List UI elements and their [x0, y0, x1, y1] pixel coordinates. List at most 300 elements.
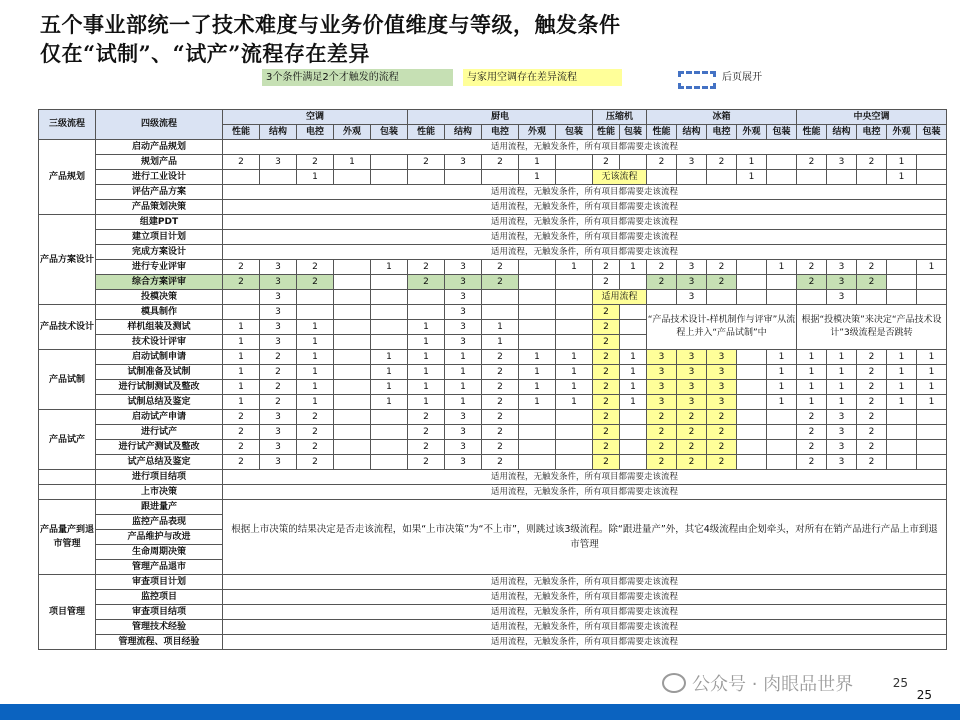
value-cell: 2 [593, 260, 620, 275]
value-cell: 2 [482, 275, 519, 290]
value-cell: 3 [677, 290, 707, 305]
value-cell [737, 425, 767, 440]
value-cell: 3 [260, 440, 297, 455]
value-cell [797, 170, 827, 185]
header-l4: 四级流程 [96, 110, 223, 140]
group-label: 项目管理 [39, 575, 96, 650]
value-cell: 2 [797, 275, 827, 290]
value-cell [519, 290, 556, 305]
table-row [39, 455, 947, 470]
common-flow-cell: 适用流程，无触发条件，所有项目都需要走该流程 [223, 470, 947, 485]
value-cell [371, 305, 408, 320]
value-cell [519, 455, 556, 470]
value-cell: 2 [260, 365, 297, 380]
value-cell: 2 [707, 275, 737, 290]
value-cell: 2 [857, 410, 887, 425]
value-cell: 2 [593, 155, 620, 170]
value-cell: 2 [593, 275, 620, 290]
table-row [39, 440, 947, 455]
dim-cell: 性能 [408, 125, 445, 140]
watermark [662, 670, 853, 696]
value-cell: 1 [371, 395, 408, 410]
wechat-icon [662, 673, 686, 693]
value-cell: 2 [223, 440, 260, 455]
value-cell: 1 [887, 380, 917, 395]
value-cell: 1 [445, 395, 482, 410]
value-cell: 1 [797, 380, 827, 395]
value-cell: 2 [482, 155, 519, 170]
value-cell: 1 [887, 395, 917, 410]
value-cell: 3 [445, 275, 482, 290]
value-cell [371, 290, 408, 305]
value-cell: 1 [620, 260, 647, 275]
row-label: 进行试产测试及整改 [96, 440, 223, 455]
value-cell: 2 [797, 410, 827, 425]
dim-cell: 性能 [797, 125, 827, 140]
value-cell [334, 275, 371, 290]
table-row [39, 200, 947, 215]
dim-cell: 包装 [620, 125, 647, 140]
value-cell: 1 [223, 320, 260, 335]
value-cell: 1 [556, 365, 593, 380]
row-label: 评估产品方案 [96, 185, 223, 200]
value-cell [519, 335, 556, 350]
value-cell: 3 [827, 455, 857, 470]
value-cell [408, 290, 445, 305]
value-cell: 3 [827, 260, 857, 275]
value-cell: 3 [707, 380, 737, 395]
value-cell: 2 [482, 395, 519, 410]
value-cell: 1 [917, 260, 947, 275]
value-cell [620, 155, 647, 170]
value-cell: 1 [797, 365, 827, 380]
value-cell: 2 [707, 440, 737, 455]
value-cell: 1 [556, 395, 593, 410]
value-cell: 1 [445, 365, 482, 380]
value-cell [827, 170, 857, 185]
value-cell [371, 335, 408, 350]
table-row [39, 275, 947, 290]
value-cell: 3 [260, 275, 297, 290]
value-cell: 1 [917, 395, 947, 410]
value-cell: 1 [917, 365, 947, 380]
value-cell: 2 [297, 410, 334, 425]
value-cell [737, 260, 767, 275]
value-cell [223, 170, 260, 185]
value-cell [767, 440, 797, 455]
row-label: 管理技术经验 [96, 620, 223, 635]
table-row [39, 425, 947, 440]
value-cell: 2 [707, 455, 737, 470]
value-cell: 3 [445, 305, 482, 320]
value-cell [223, 290, 260, 305]
value-cell: 1 [297, 350, 334, 365]
value-cell: 3 [445, 320, 482, 335]
common-flow-cell: 适用流程，无触发条件，所有项目都需要走该流程 [223, 140, 947, 155]
value-cell [556, 275, 593, 290]
value-cell: 1 [797, 350, 827, 365]
dim-cell: 电控 [707, 125, 737, 140]
common-flow-cell: 适用流程，无触发条件，所有项目都需要走该流程 [223, 245, 947, 260]
value-cell [887, 440, 917, 455]
value-cell: 2 [297, 155, 334, 170]
table-row [39, 230, 947, 245]
table-row [39, 215, 947, 230]
value-cell: 1 [519, 395, 556, 410]
value-cell: 1 [767, 380, 797, 395]
value-cell: 2 [260, 380, 297, 395]
value-cell [556, 410, 593, 425]
value-cell: 3 [260, 425, 297, 440]
value-cell: 2 [593, 320, 620, 335]
value-cell [556, 305, 593, 320]
value-cell: 3 [707, 395, 737, 410]
value-cell: 1 [767, 260, 797, 275]
value-cell: 2 [223, 260, 260, 275]
row-label: 监控产品表现 [96, 515, 223, 530]
table-row [39, 605, 947, 620]
dim-cell: 性能 [593, 125, 620, 140]
table-row [39, 245, 947, 260]
value-cell: 2 [593, 335, 620, 350]
value-cell: 3 [677, 350, 707, 365]
row-label: 进行工业设计 [96, 170, 223, 185]
value-cell: 2 [482, 440, 519, 455]
value-cell: 2 [482, 380, 519, 395]
value-cell: 1 [482, 335, 519, 350]
value-cell [519, 440, 556, 455]
note-market: 根据上市决策的结果决定是否走该流程，如果“上市决策”为“不上市”，则跳过该3级流程。除“跟进量产”外，其它4级流程由企划牵头，对所有在销产品进行产品上市到退市管理 [223, 500, 947, 575]
value-cell [223, 305, 260, 320]
table-row [39, 305, 947, 320]
value-cell: 1 [887, 155, 917, 170]
value-cell: 1 [223, 380, 260, 395]
value-cell [297, 305, 334, 320]
value-cell [556, 335, 593, 350]
value-cell: 1 [737, 155, 767, 170]
value-cell: 2 [647, 410, 677, 425]
value-cell: 2 [857, 380, 887, 395]
table-row [39, 485, 947, 500]
value-cell: 1 [371, 365, 408, 380]
value-cell [519, 260, 556, 275]
value-cell [334, 365, 371, 380]
value-cell [677, 170, 707, 185]
dim-cell: 外观 [737, 125, 767, 140]
table-row [39, 140, 947, 155]
value-cell [334, 455, 371, 470]
value-cell: 2 [707, 260, 737, 275]
title-line-2: 仅在“试制”、“试产”流程存在差异 [40, 41, 370, 66]
value-cell: 2 [857, 155, 887, 170]
value-cell: 2 [482, 425, 519, 440]
value-cell: 1 [223, 350, 260, 365]
value-cell: 2 [797, 425, 827, 440]
footer-bar [0, 704, 960, 720]
value-cell: 2 [647, 155, 677, 170]
value-cell [556, 155, 593, 170]
value-cell: 2 [707, 410, 737, 425]
value-cell: 1 [519, 350, 556, 365]
value-cell: 2 [677, 410, 707, 425]
value-cell [767, 155, 797, 170]
value-cell [917, 275, 947, 290]
value-cell: 1 [556, 380, 593, 395]
value-cell: 3 [445, 335, 482, 350]
value-cell: 1 [620, 380, 647, 395]
value-cell: 2 [593, 440, 620, 455]
value-cell: 1 [620, 350, 647, 365]
value-cell: 1 [620, 365, 647, 380]
value-cell [371, 440, 408, 455]
value-cell: 1 [482, 320, 519, 335]
value-cell: 2 [408, 410, 445, 425]
value-cell [39, 485, 96, 500]
value-cell [620, 455, 647, 470]
value-cell: 3 [677, 275, 707, 290]
value-cell: 3 [260, 335, 297, 350]
value-cell: 3 [827, 155, 857, 170]
value-cell: 1 [887, 350, 917, 365]
value-cell: 1 [519, 365, 556, 380]
header-dept-compressor: 压缩机 [593, 110, 647, 125]
value-cell: 3 [260, 155, 297, 170]
row-label: 管理产品退市 [96, 560, 223, 575]
value-cell [371, 320, 408, 335]
value-cell [620, 335, 647, 350]
value-cell [334, 170, 371, 185]
table-row [39, 380, 947, 395]
value-cell: 2 [408, 155, 445, 170]
row-label: 启动试产申请 [96, 410, 223, 425]
value-cell: 2 [297, 455, 334, 470]
value-cell: 3 [260, 290, 297, 305]
group-label: 产品试产 [39, 410, 96, 470]
row-label: 技术设计评审 [96, 335, 223, 350]
value-cell: 2 [408, 260, 445, 275]
value-cell: 2 [482, 260, 519, 275]
common-flow-cell: 适用流程，无触发条件，所有项目都需要走该流程 [223, 230, 947, 245]
value-cell: 2 [297, 425, 334, 440]
value-cell [371, 170, 408, 185]
row-label: 跟进量产 [96, 500, 223, 515]
value-cell: 3 [445, 455, 482, 470]
value-cell: 3 [260, 455, 297, 470]
header-row-1 [39, 110, 947, 125]
value-cell: 2 [857, 455, 887, 470]
table-row [39, 365, 947, 380]
value-cell: 1 [371, 260, 408, 275]
table-row [39, 410, 947, 425]
row-label: 试制准备及试制 [96, 365, 223, 380]
table-row [39, 350, 947, 365]
value-cell: 2 [647, 455, 677, 470]
value-cell: 2 [593, 350, 620, 365]
value-cell: 2 [482, 455, 519, 470]
group-label: 产品试制 [39, 350, 96, 410]
value-cell [707, 290, 737, 305]
value-cell [297, 290, 334, 305]
value-cell: 1 [297, 395, 334, 410]
dim-cell: 包装 [371, 125, 408, 140]
value-cell: 3 [445, 260, 482, 275]
value-cell [620, 440, 647, 455]
dim-cell: 结构 [677, 125, 707, 140]
value-cell: 1 [827, 395, 857, 410]
common-flow-cell: 适用流程，无触发条件，所有项目都需要走该流程 [223, 605, 947, 620]
value-cell: 2 [677, 425, 707, 440]
value-cell: 2 [482, 350, 519, 365]
no-flow-cell: 无该流程 [593, 170, 647, 185]
value-cell [519, 425, 556, 440]
row-label: 进行专业评审 [96, 260, 223, 275]
value-cell: 1 [556, 350, 593, 365]
value-cell [519, 275, 556, 290]
value-cell: 2 [647, 425, 677, 440]
value-cell: 2 [593, 380, 620, 395]
value-cell: 3 [445, 410, 482, 425]
table-row [39, 155, 947, 170]
value-cell: 3 [827, 410, 857, 425]
value-cell [767, 290, 797, 305]
value-cell: 2 [677, 455, 707, 470]
dim-cell: 外观 [334, 125, 371, 140]
value-cell: 2 [593, 455, 620, 470]
note-fridge: “产品技术设计-样机制作与评审”从流程上并入“产品试制”中 [647, 305, 797, 350]
value-cell [797, 290, 827, 305]
dim-cell: 结构 [260, 125, 297, 140]
value-cell: 1 [371, 350, 408, 365]
row-label: 投模决策 [96, 290, 223, 305]
value-cell: 2 [857, 260, 887, 275]
value-cell [767, 425, 797, 440]
value-cell [334, 380, 371, 395]
note-central: 根据“投模决策”来决定“产品技术设计”3级流程是否跳转 [797, 305, 947, 350]
row-label: 试制总结及鉴定 [96, 395, 223, 410]
row-label: 模具制作 [96, 305, 223, 320]
common-flow-cell: 适用流程，无触发条件，所有项目都需要走该流程 [223, 620, 947, 635]
value-cell [334, 290, 371, 305]
value-cell: 1 [445, 380, 482, 395]
value-cell: 1 [917, 350, 947, 365]
value-cell: 1 [827, 365, 857, 380]
value-cell: 2 [797, 260, 827, 275]
dim-cell: 外观 [887, 125, 917, 140]
value-cell: 1 [297, 320, 334, 335]
value-cell: 3 [445, 440, 482, 455]
value-cell: 1 [408, 395, 445, 410]
header-dept-fridge: 冰箱 [647, 110, 797, 125]
value-cell: 2 [707, 425, 737, 440]
group-label: 产品量产到退市管理 [39, 500, 96, 575]
value-cell: 2 [297, 260, 334, 275]
value-cell [482, 305, 519, 320]
value-cell [767, 410, 797, 425]
common-flow-cell: 适用流程，无触发条件，所有项目都需要走该流程 [223, 575, 947, 590]
value-cell [482, 170, 519, 185]
value-cell [887, 410, 917, 425]
value-cell: 1 [223, 335, 260, 350]
value-cell: 2 [297, 275, 334, 290]
legend-dash-swatch [678, 71, 716, 89]
value-cell: 1 [827, 380, 857, 395]
value-cell [519, 410, 556, 425]
value-cell [334, 260, 371, 275]
title-line-1: 五个事业部统一了技术难度与业务价值维度与等级，触发条件 [40, 12, 621, 37]
value-cell [917, 440, 947, 455]
value-cell: 2 [223, 410, 260, 425]
value-cell: 1 [767, 395, 797, 410]
table-row [39, 590, 947, 605]
value-cell: 3 [827, 425, 857, 440]
value-cell: 3 [677, 155, 707, 170]
value-cell [556, 440, 593, 455]
legend-yellow: 与家用空调存在差异流程 [463, 69, 622, 86]
value-cell: 2 [647, 260, 677, 275]
value-cell [917, 155, 947, 170]
value-cell: 3 [647, 380, 677, 395]
value-cell: 2 [260, 395, 297, 410]
table-row [39, 170, 947, 185]
row-label: 管理流程、项目经验 [96, 635, 223, 650]
value-cell [445, 170, 482, 185]
value-cell [334, 395, 371, 410]
value-cell: 2 [593, 395, 620, 410]
value-cell [620, 305, 647, 320]
table-row [39, 395, 947, 410]
value-cell: 1 [917, 380, 947, 395]
value-cell [737, 275, 767, 290]
row-label: 产品策划决策 [96, 200, 223, 215]
common-flow-cell: 适用流程，无触发条件，所有项目都需要走该流程 [223, 185, 947, 200]
value-cell [556, 455, 593, 470]
value-cell: 3 [707, 350, 737, 365]
value-cell: 2 [297, 440, 334, 455]
table-row [39, 260, 947, 275]
value-cell [334, 350, 371, 365]
dim-cell: 包装 [556, 125, 593, 140]
value-cell: 1 [334, 155, 371, 170]
value-cell: 1 [519, 380, 556, 395]
value-cell: 2 [677, 440, 707, 455]
value-cell: 2 [593, 410, 620, 425]
table-row [39, 470, 947, 485]
table-row [39, 290, 947, 305]
value-cell [917, 425, 947, 440]
watermark-text: 公众号 · 肉眼品世界 [692, 674, 854, 695]
value-cell [371, 425, 408, 440]
value-cell [620, 320, 647, 335]
dim-cell: 外观 [519, 125, 556, 140]
value-cell: 1 [519, 170, 556, 185]
value-cell [556, 425, 593, 440]
value-cell: 1 [297, 335, 334, 350]
value-cell [334, 425, 371, 440]
dim-cell: 包装 [917, 125, 947, 140]
applicable-flow-cell: 适用流程 [593, 290, 647, 305]
value-cell [917, 290, 947, 305]
value-cell [334, 410, 371, 425]
value-cell: 3 [647, 350, 677, 365]
value-cell: 3 [677, 260, 707, 275]
legend-green: 3个条件满足2个才触发的流程 [262, 69, 453, 86]
table-row [39, 620, 947, 635]
dim-cell: 结构 [827, 125, 857, 140]
value-cell: 1 [887, 365, 917, 380]
value-cell: 3 [260, 260, 297, 275]
value-cell [408, 170, 445, 185]
value-cell: 1 [297, 365, 334, 380]
